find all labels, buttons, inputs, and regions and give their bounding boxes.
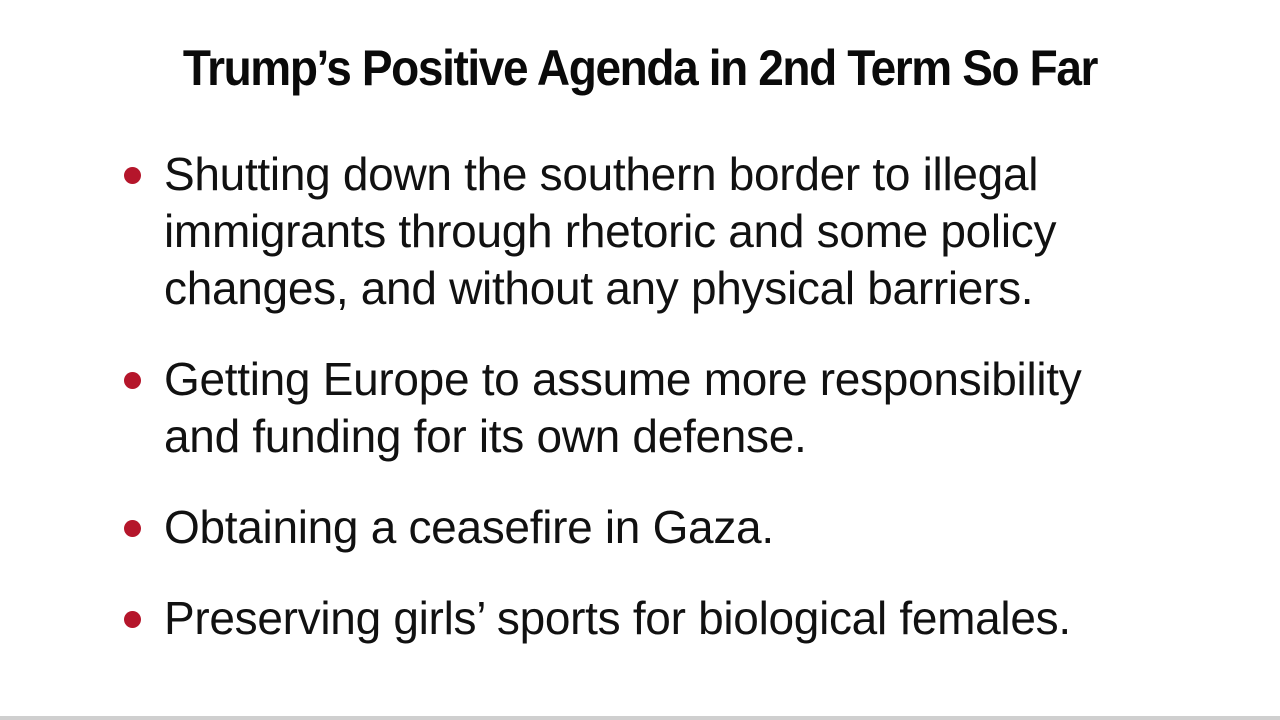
bullet-item-sports (120, 590, 1230, 647)
bullet-item-gaza (120, 499, 1230, 556)
bullet-item-europe (120, 351, 1230, 465)
bullet-dot-icon (124, 611, 141, 628)
bullet-line: Preserving girls’ sports for biological females. (164, 592, 1071, 644)
bullet-line: immigrants through rhetoric and some policy (164, 205, 1057, 257)
bullet-line: Getting Europe to assume more responsibility (164, 353, 1082, 405)
bullet-item-border (120, 146, 1230, 317)
bullet-list (120, 146, 1230, 681)
bottom-divider (0, 716, 1280, 720)
bullet-dot-icon (124, 372, 141, 389)
bullet-line: and funding for its own defense. (164, 410, 807, 462)
bullet-dot-icon (124, 520, 141, 537)
bullet-dot-icon (124, 167, 141, 184)
bullet-line: Obtaining a ceasefire in Gaza. (164, 501, 774, 553)
bullet-line: Shutting down the southern border to illegal (164, 148, 1039, 200)
bullet-line: changes, and without any physical barriers. (164, 262, 1034, 314)
slide-title: Trump’s Positive Agenda in 2nd Term So Far (182, 40, 1098, 96)
